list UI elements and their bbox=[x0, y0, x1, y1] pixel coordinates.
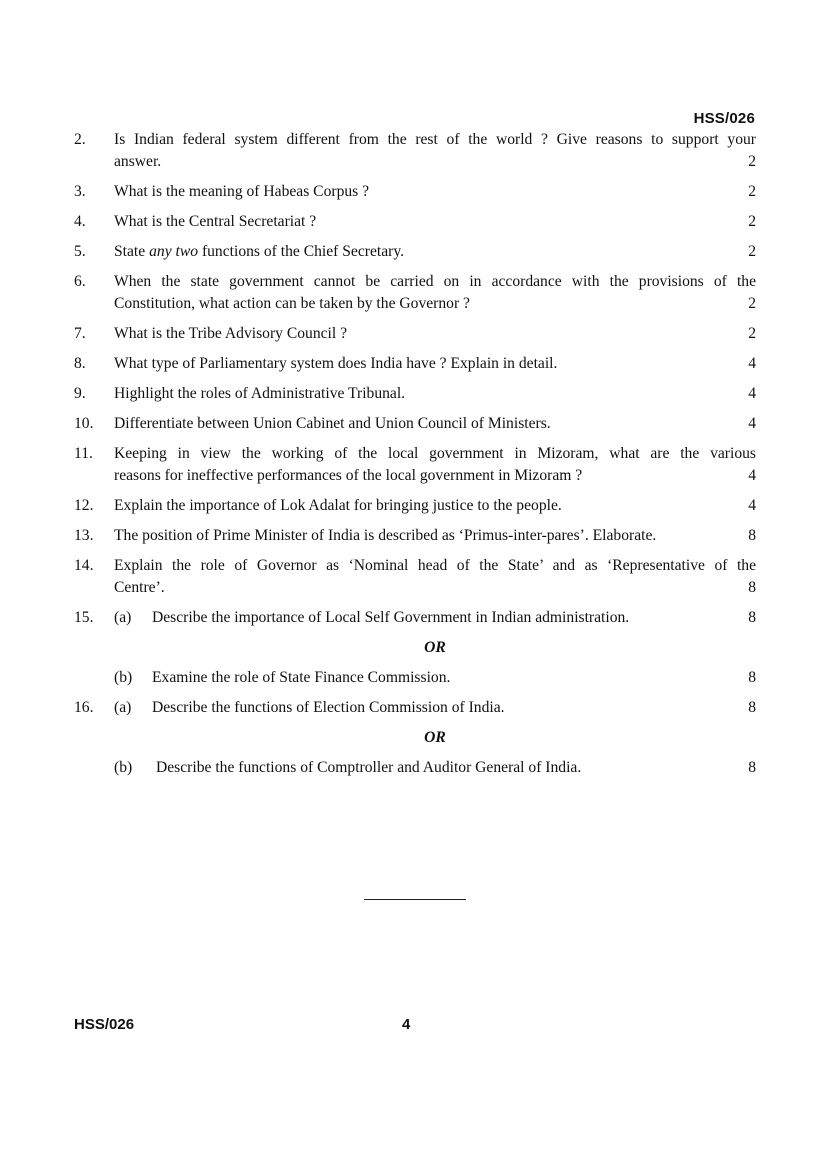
question-16-part-b bbox=[114, 757, 756, 779]
question-marks: 2 bbox=[748, 295, 756, 312]
question-marks: 2 bbox=[748, 183, 756, 200]
question-text: Differentiate between Union Cabinet and Union Council of Ministers. bbox=[114, 415, 551, 432]
question-number: 6. bbox=[74, 273, 86, 290]
question-text-line1: When the state government cannot be carried on in accordance with the provisions of the bbox=[114, 273, 756, 290]
question-number: 4. bbox=[74, 213, 86, 230]
question-15-part-a bbox=[114, 607, 756, 629]
or-separator: OR bbox=[424, 729, 446, 746]
part-marks: 8 bbox=[748, 669, 756, 686]
question-text: The position of Prime Minister of India is described as ‘Primus-inter-pares’. Elaborate. bbox=[114, 527, 657, 544]
question-2 bbox=[74, 129, 756, 173]
question-11 bbox=[74, 443, 756, 487]
question-text: Highlight the roles of Administrative Tribunal. bbox=[114, 385, 406, 402]
question-marks: 4 bbox=[748, 385, 756, 402]
question-9 bbox=[74, 383, 756, 405]
part-marks: 8 bbox=[748, 609, 756, 626]
question-13 bbox=[74, 525, 756, 547]
question-text-emphasis: any two bbox=[149, 243, 199, 260]
question-text-pre: State bbox=[114, 243, 150, 260]
question-number: 9. bbox=[74, 385, 86, 402]
question-text-line2: reasons for ineffective performances of the local government in Mizoram ? bbox=[114, 467, 583, 484]
question-text-line1: Explain the role of Governor as ‘Nominal head of the State’ and as ‘Representative of the bbox=[114, 557, 756, 574]
or-separator: OR bbox=[424, 639, 446, 656]
question-marks: 4 bbox=[748, 355, 756, 372]
question-text-line1: Is Indian federal system different from the rest of the world ? Give reasons to support your bbox=[114, 131, 756, 148]
part-text: Describe the functions of Election Commission of India. bbox=[152, 699, 505, 716]
question-marks: 2 bbox=[748, 325, 756, 342]
question-marks: 2 bbox=[748, 213, 756, 230]
end-of-paper-rule bbox=[364, 899, 466, 900]
question-text-line1: Keeping in view the working of the local government in Mizoram, what are the various bbox=[114, 445, 756, 462]
question-text-line2: Constitution, what action can be taken by the Governor ? bbox=[114, 295, 470, 312]
question-12 bbox=[74, 495, 756, 517]
question-number: 8. bbox=[74, 355, 86, 372]
question-number: 12. bbox=[74, 497, 94, 514]
question-3 bbox=[74, 181, 756, 203]
question-list bbox=[74, 129, 756, 787]
question-number: 11. bbox=[74, 445, 93, 462]
question-number: 7. bbox=[74, 325, 86, 342]
question-4 bbox=[74, 211, 756, 233]
question-number: 5. bbox=[74, 243, 86, 260]
part-text: Describe the functions of Comptroller and Auditor General of India. bbox=[156, 759, 582, 776]
part-text: Describe the importance of Local Self Government in Indian administration. bbox=[152, 609, 630, 626]
question-text-line2: answer. bbox=[114, 153, 162, 170]
part-text: Examine the role of State Finance Commission. bbox=[152, 669, 451, 686]
question-marks: 8 bbox=[748, 527, 756, 544]
part-label: (b) bbox=[114, 759, 133, 776]
question-16-part-a bbox=[114, 697, 756, 719]
question-number: 13. bbox=[74, 527, 94, 544]
question-text: What is the meaning of Habeas Corpus ? bbox=[114, 183, 370, 200]
question-marks: 4 bbox=[748, 467, 756, 484]
question-marks: 2 bbox=[748, 153, 756, 170]
question-text-line2: Centre’. bbox=[114, 579, 165, 596]
question-text: What is the Tribe Advisory Council ? bbox=[114, 325, 348, 342]
page-number: 4 bbox=[402, 1016, 411, 1033]
question-text-post: functions of the Chief Secretary. bbox=[198, 243, 405, 260]
part-label: (a) bbox=[114, 609, 132, 626]
question-15 bbox=[74, 607, 756, 689]
question-number: 16. bbox=[74, 699, 94, 716]
question-marks: 2 bbox=[748, 243, 756, 260]
part-marks: 8 bbox=[748, 759, 756, 776]
paper-code-header: HSS/026 bbox=[693, 110, 755, 127]
question-marks: 4 bbox=[748, 497, 756, 514]
part-label: (a) bbox=[114, 699, 132, 716]
question-text: What type of Parliamentary system does India have ? Explain in detail. bbox=[114, 355, 558, 372]
question-10 bbox=[74, 413, 756, 435]
question-number: 10. bbox=[74, 415, 94, 432]
question-7 bbox=[74, 323, 756, 345]
question-text: Explain the importance of Lok Adalat for bringing justice to the people. bbox=[114, 497, 562, 514]
question-6 bbox=[74, 271, 756, 315]
question-text: What is the Central Secretariat ? bbox=[114, 213, 317, 230]
question-16 bbox=[74, 697, 756, 779]
question-text bbox=[114, 241, 404, 263]
question-number: 14. bbox=[74, 557, 94, 574]
question-5 bbox=[74, 241, 756, 263]
question-8 bbox=[74, 353, 756, 375]
question-marks: 4 bbox=[748, 415, 756, 432]
paper-code-footer: HSS/026 bbox=[74, 1016, 135, 1033]
part-label: (b) bbox=[114, 669, 133, 686]
question-number: 2. bbox=[74, 131, 86, 148]
question-number: 3. bbox=[74, 183, 86, 200]
question-14 bbox=[74, 555, 756, 599]
part-marks: 8 bbox=[748, 699, 756, 716]
question-number: 15. bbox=[74, 609, 94, 626]
question-15-part-b bbox=[114, 667, 756, 689]
question-marks: 8 bbox=[748, 579, 756, 596]
